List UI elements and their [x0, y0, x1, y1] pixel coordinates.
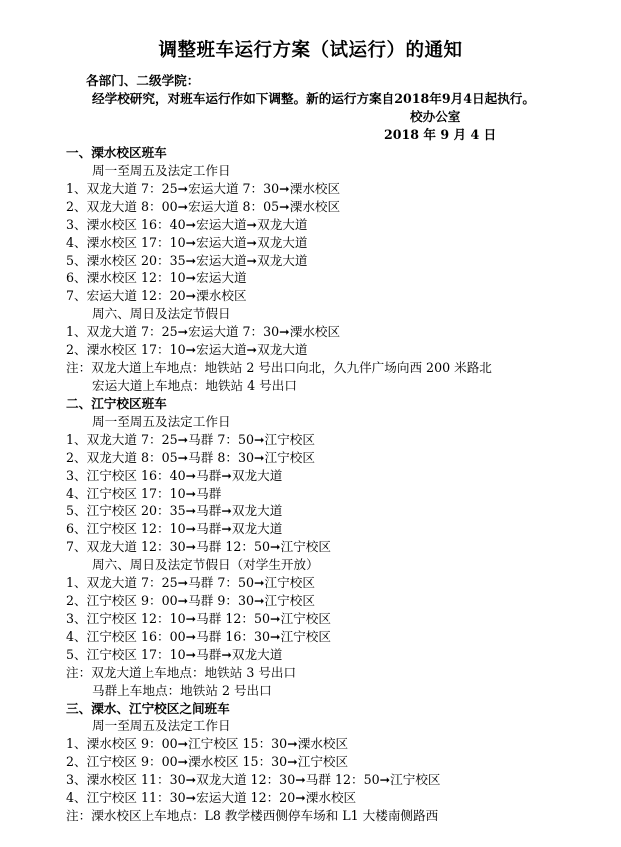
schedule-group-label: 周一至周五及法定工作日	[92, 162, 231, 178]
schedule-item: 4、溧水校区 17：10➞宏运大道➞双龙大道	[66, 234, 308, 250]
schedule-item: 1、双龙大道 7：25➞马群 7：50➞江宁校区	[66, 431, 315, 447]
schedule-item: 2、江宁校区 9：00➞马群 9：30➞江宁校区	[66, 593, 315, 608]
schedule-item: 4、江宁校区 11：30➞宏运大道 12：20➞溧水校区	[66, 790, 357, 806]
schedule-item: 4、江宁校区 17：10➞马群	[66, 485, 222, 501]
schedule-item: 3、溧水校区 11：30➞双龙大道 12：30➞马群 12：50➞江宁校区	[66, 772, 441, 788]
schedule-item: 6、江宁校区 12：10➞马群➞双龙大道	[66, 521, 283, 537]
schedule-item: 7、双龙大道 12：30➞马群 12：50➞江宁校区	[66, 539, 331, 555]
boarding-note: 注：溧水校区上车地点：L8 教学楼西侧停车场和 L1 大楼南侧路西	[66, 808, 439, 823]
section-heading: 一、溧水校区班车	[66, 145, 167, 160]
schedule-item: 3、溧水校区 16：40➞宏运大道➞双龙大道	[66, 216, 308, 232]
boarding-note: 注：双龙大道上车地点：地铁站 3 号出口	[66, 664, 297, 680]
schedule-item: 6、溧水校区 12：10➞宏运大道	[66, 270, 247, 286]
schedule-item: 5、溧水校区 20：35➞宏运大道➞双龙大道	[66, 252, 308, 268]
schedule-item: 1、双龙大道 7：25➞马群 7：50➞江宁校区	[66, 575, 315, 591]
schedule-item: 1、双龙大道 7：25➞宏运大道 7：30➞溧水校区	[66, 180, 341, 196]
schedule-item: 5、江宁校区 17：10➞马群➞双龙大道	[66, 646, 283, 662]
schedule-item: 2、双龙大道 8：05➞马群 8：30➞江宁校区	[66, 449, 315, 465]
schedule-group-label: 周一至周五及法定工作日	[92, 413, 231, 429]
signature-org: 校办公室	[410, 109, 461, 124]
signature-date: 2018 年 9 月 4 日	[384, 127, 497, 142]
schedule-item: 2、江宁校区 9：00➞溧水校区 15：30➞江宁校区	[66, 754, 349, 770]
schedule-item: 3、江宁校区 16：40➞马群➞双龙大道	[66, 467, 283, 483]
schedule-item: 2、双龙大道 8：00➞宏运大道 8：05➞溧水校区	[66, 198, 341, 214]
schedule-group-label: 周六、周日及法定节假日（对学生开放）	[92, 557, 319, 573]
salutation: 各部门、二级学院：	[86, 73, 200, 88]
boarding-note: 宏运大道上车地点：地铁站 4 号出口	[92, 378, 297, 393]
schedule-group-label: 周六、周日及法定节假日	[92, 306, 231, 322]
schedule-item: 3、江宁校区 12：10➞马群 12：50➞江宁校区	[66, 610, 331, 626]
schedule-group-label: 周一至周五及法定工作日	[92, 718, 231, 734]
schedule-item: 4、江宁校区 16：00➞马群 16：30➞江宁校区	[66, 628, 331, 644]
boarding-note: 马群上车地点：地铁站 2 号出口	[92, 682, 272, 698]
body-paragraph: 经学校研究，对班车运行作如下调整。新的运行方案自2018年9月4日起执行。	[92, 91, 535, 106]
schedule-item: 7、宏运大道 12：20➞溧水校区	[66, 288, 247, 304]
document-title: 调整班车运行方案（试运行）的通知	[158, 40, 463, 61]
section-heading: 三、溧水、江宁校区之间班车	[66, 700, 230, 716]
schedule-item: 1、溧水校区 9：00➞江宁校区 15：30➞溧水校区	[66, 736, 349, 752]
schedule-item: 1、双龙大道 7：25➞宏运大道 7：30➞溧水校区	[66, 324, 341, 340]
schedule-item: 2、溧水校区 17：10➞宏运大道➞双龙大道	[66, 342, 308, 358]
boarding-note: 注：双龙大道上车地点：地铁站 2 号出口向北，久九伴广场向西 200 米路北	[66, 360, 492, 375]
section-heading: 二、江宁校区班车	[66, 395, 167, 411]
schedule-item: 5、江宁校区 20：35➞马群➞双龙大道	[66, 503, 283, 519]
